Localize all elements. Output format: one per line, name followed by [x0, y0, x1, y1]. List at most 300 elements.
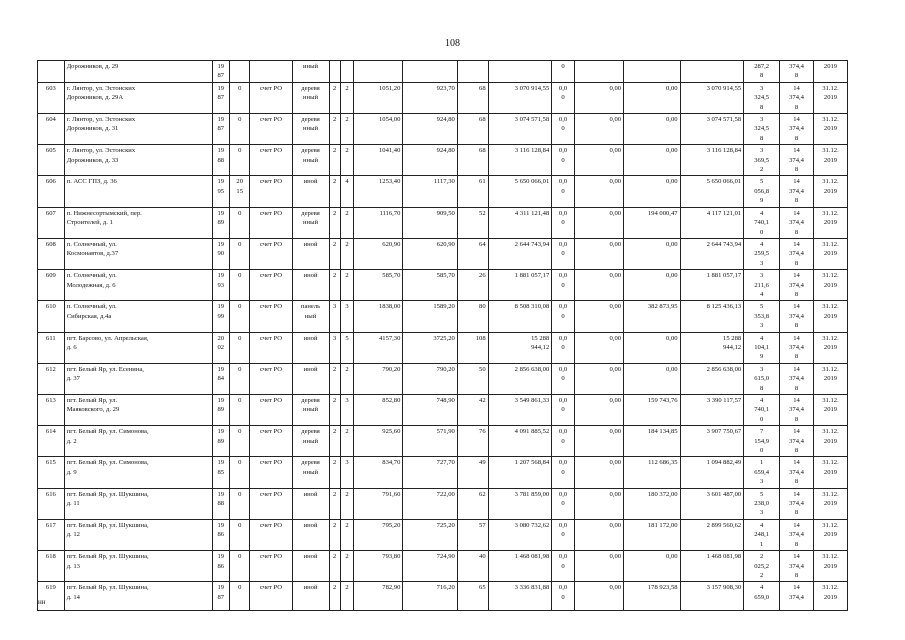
cell-floors: 2 [329, 176, 340, 207]
cell-local-funds: 184 134,85 [624, 426, 680, 457]
cell-owner-funds: 3 907 750,67 [680, 426, 744, 457]
cell-federal-funds: 0,0 0 [552, 114, 575, 145]
cell-row-number: 612 [38, 363, 65, 394]
cell-year-renovated: 0 [229, 238, 250, 269]
cell-total-area: 1838,00 [354, 301, 403, 332]
cell-floors: 2 [329, 207, 340, 238]
cell-address: п. Солнечный, ул. Сибирская, д.4а [64, 301, 212, 332]
cell-year-built: 20 02 [212, 332, 229, 363]
cell-funding-source: счет РО [250, 82, 292, 113]
cell-living-area: 727,70 [403, 457, 457, 488]
cell-total-area: 1253,40 [354, 176, 403, 207]
cell-max-cost-per-sqm: 14 374,4 8 [780, 207, 814, 238]
cell-cost-per-sqm: 3 369,5 2 [744, 145, 780, 176]
cell-regional-funds: 0,00 [574, 457, 623, 488]
cell-entrances: 3 [340, 457, 353, 488]
cell-total-cost: 1 881 057,17 [488, 270, 552, 301]
table-row [38, 145, 848, 176]
cell-entrances: 2 [340, 551, 353, 582]
cell-total-area: 925,60 [354, 426, 403, 457]
cell-year-built: 19 88 [212, 488, 229, 519]
cell-address: пгт. Белый Яр, ул. Есенина, д. 37 [64, 363, 212, 394]
cell-year-renovated [229, 61, 250, 83]
cell-row-number: 607 [38, 207, 65, 238]
cell-max-cost-per-sqm: 14 374,4 8 [780, 488, 814, 519]
cell-owner-funds: 3 116 128,84 [680, 145, 744, 176]
cell-residents: 62 [457, 488, 488, 519]
cell-federal-funds: 0,0 0 [552, 238, 575, 269]
cell-entrances: 2 [340, 363, 353, 394]
cell-funding-source: счет РО [250, 176, 292, 207]
cell-deadline: 31.12. 2019 [813, 519, 847, 550]
cell-year-built: 19 87 [212, 82, 229, 113]
cell-max-cost-per-sqm: 14 374,4 8 [780, 114, 814, 145]
cell-max-cost-per-sqm: 14 374,4 8 [780, 551, 814, 582]
cell-cost-per-sqm: 1 659,4 3 [744, 457, 780, 488]
cell-living-area: 3725,20 [403, 332, 457, 363]
cell-total-cost: 3 070 914,55 [488, 82, 552, 113]
cell-max-cost-per-sqm: 14 374,4 8 [780, 457, 814, 488]
cell-entrances: 3 [340, 301, 353, 332]
cell-cost-per-sqm: 7 154,9 0 [744, 426, 780, 457]
cell-total-cost: 3 116 128,84 [488, 145, 552, 176]
cell-local-funds: 112 686,35 [624, 457, 680, 488]
cell-wall-material: деревя нный [292, 82, 329, 113]
cell-row-number: 613 [38, 395, 65, 426]
cell-year-renovated: 0 [229, 488, 250, 519]
cell-deadline: 31.12. 2019 [813, 114, 847, 145]
cell-residents: 40 [457, 551, 488, 582]
cell-total-area: 782,90 [354, 582, 403, 611]
cell-max-cost-per-sqm: 14 374,4 8 [780, 395, 814, 426]
cell-living-area: 748,90 [403, 395, 457, 426]
cell-total-cost: 3 549 861,33 [488, 395, 552, 426]
cell-local-funds: 0,00 [624, 332, 680, 363]
cell-wall-material: панель ный [292, 301, 329, 332]
cell-address: п. Солнечный, ул. Молодежная, д. 6 [64, 270, 212, 301]
cell-regional-funds: 0,00 [574, 82, 623, 113]
cell-total-cost: 4 311 121,48 [488, 207, 552, 238]
cell-living-area: 571,90 [403, 426, 457, 457]
cell-floors: 2 [329, 457, 340, 488]
cell-entrances: 2 [340, 519, 353, 550]
cell-federal-funds: 0,0 0 [552, 426, 575, 457]
cell-cost-per-sqm: 5 353,8 3 [744, 301, 780, 332]
cell-total-cost: 2 644 743,94 [488, 238, 552, 269]
cell-owner-funds: 4 117 121,01 [680, 207, 744, 238]
cell-local-funds [624, 61, 680, 83]
cell-floors: 2 [329, 488, 340, 519]
cell-year-renovated: 0 [229, 114, 250, 145]
cell-floors: 2 [329, 426, 340, 457]
cell-living-area: 585,70 [403, 270, 457, 301]
cell-address: п. АСС ГПЗ, д. 36 [64, 176, 212, 207]
cell-regional-funds: 0,00 [574, 270, 623, 301]
cell-local-funds: 178 923,58 [624, 582, 680, 611]
cell-wall-material: иной [292, 363, 329, 394]
cell-federal-funds: 0,0 0 [552, 488, 575, 519]
cell-address: пгт. Белый Яр, ул. Шукшина, д. 14 [64, 582, 212, 611]
cell-year-renovated: 0 [229, 207, 250, 238]
cell-local-funds: 181 172,00 [624, 519, 680, 550]
cell-row-number: 610 [38, 301, 65, 332]
cell-year-built: 19 99 [212, 301, 229, 332]
cell-floors [329, 61, 340, 83]
cell-wall-material: деревя нный [292, 426, 329, 457]
cell-entrances: 2 [340, 207, 353, 238]
cell-federal-funds: 0,0 0 [552, 176, 575, 207]
cell-regional-funds: 0,00 [574, 238, 623, 269]
cell-floors: 3 [329, 301, 340, 332]
cell-total-cost: 1 468 081,98 [488, 551, 552, 582]
cell-residents: 50 [457, 363, 488, 394]
cell-local-funds: 180 372,00 [624, 488, 680, 519]
cell-wall-material: иной [292, 332, 329, 363]
cell-deadline: 31.12. 2019 [813, 582, 847, 611]
cell-max-cost-per-sqm: 374,4 8 [780, 61, 814, 83]
cell-year-renovated: 0 [229, 582, 250, 611]
cell-floors: 2 [329, 82, 340, 113]
cell-owner-funds: 1 468 081,98 [680, 551, 744, 582]
cell-address: г. Лянтор, ул. Эстонских Дорожников, д. 31 [64, 114, 212, 145]
cell-deadline: 31.12. 2019 [813, 395, 847, 426]
table-row [38, 114, 848, 145]
cell-address: пгт. Белый Яр, ул. Шукшина, д. 12 [64, 519, 212, 550]
cell-cost-per-sqm: 4 740,1 0 [744, 207, 780, 238]
cell-owner-funds: 1 094 882,49 [680, 457, 744, 488]
cell-residents: 42 [457, 395, 488, 426]
cell-residents: 57 [457, 519, 488, 550]
cell-owner-funds: 1 881 057,17 [680, 270, 744, 301]
cell-wall-material: деревя нный [292, 207, 329, 238]
table-row [38, 426, 848, 457]
cell-floors: 2 [329, 238, 340, 269]
cell-address: пгт. Барсово, ул. Апрельская, д. 6 [64, 332, 212, 363]
cell-year-built: 19 86 [212, 519, 229, 550]
cell-federal-funds: 0,0 0 [552, 270, 575, 301]
cell-year-renovated: 0 [229, 270, 250, 301]
cell-residents: 64 [457, 238, 488, 269]
cell-max-cost-per-sqm: 14 374,4 8 [780, 238, 814, 269]
cell-funding-source [250, 61, 292, 83]
cell-entrances: 2 [340, 488, 353, 519]
cell-max-cost-per-sqm: 14 374,4 8 [780, 519, 814, 550]
cell-address: п. Нижнесортымский, пер. Строителей, д. 1 [64, 207, 212, 238]
cell-year-renovated: 0 [229, 82, 250, 113]
table-row [38, 270, 848, 301]
cell-cost-per-sqm: 4 259,5 3 [744, 238, 780, 269]
cell-federal-funds: 0,0 0 [552, 301, 575, 332]
cell-total-cost: 5 650 066,01 [488, 176, 552, 207]
cell-deadline: 31.12. 2019 [813, 238, 847, 269]
cell-address: Дорожников, д. 29 [64, 61, 212, 83]
cell-year-built: 19 87 [212, 114, 229, 145]
cell-floors: 2 [329, 582, 340, 611]
cell-year-built: 19 93 [212, 270, 229, 301]
cell-local-funds: 159 743,76 [624, 395, 680, 426]
table-row [38, 519, 848, 550]
cell-max-cost-per-sqm: 14 374,4 8 [780, 301, 814, 332]
cell-residents [457, 61, 488, 83]
table-row [38, 551, 848, 582]
cell-regional-funds: 0,00 [574, 332, 623, 363]
cell-row-number: 603 [38, 82, 65, 113]
cell-wall-material: иный [292, 61, 329, 83]
cell-residents: 65 [457, 582, 488, 611]
cell-cost-per-sqm: 4 740,1 0 [744, 395, 780, 426]
cell-federal-funds: 0 [552, 61, 575, 83]
cell-federal-funds: 0,0 0 [552, 395, 575, 426]
table-row [38, 207, 848, 238]
cell-regional-funds: 0,00 [574, 207, 623, 238]
cell-residents: 26 [457, 270, 488, 301]
cell-row-number: 604 [38, 114, 65, 145]
cell-funding-source: счет РО [250, 270, 292, 301]
cell-total-cost: 1 207 568,84 [488, 457, 552, 488]
cell-funding-source: счет РО [250, 488, 292, 519]
cell-owner-funds: 2 899 560,62 [680, 519, 744, 550]
cell-address: пгт. Белый Яр, ул. Симонова, д. 9 [64, 457, 212, 488]
cell-total-area: 620,90 [354, 238, 403, 269]
cell-local-funds: 382 873,95 [624, 301, 680, 332]
cell-total-area: 585,70 [354, 270, 403, 301]
cell-entrances [340, 61, 353, 83]
cell-max-cost-per-sqm: 14 374,4 8 [780, 332, 814, 363]
cell-row-number: 616 [38, 488, 65, 519]
cell-total-area: 790,20 [354, 363, 403, 394]
table-row [38, 332, 848, 363]
cell-local-funds: 0,00 [624, 114, 680, 145]
page-number: 108 [445, 38, 460, 49]
cell-address: г. Лянтор, ул. Эстонских Дорожников, д. 29А [64, 82, 212, 113]
cell-wall-material: иной [292, 488, 329, 519]
cell-living-area [403, 61, 457, 83]
cell-wall-material: иной [292, 551, 329, 582]
cell-address: пгт. Белый Яр, ул. Шукшина, д. 11 [64, 488, 212, 519]
cell-local-funds: 0,00 [624, 363, 680, 394]
cell-funding-source: счет РО [250, 457, 292, 488]
cell-deadline: 2019 [813, 61, 847, 83]
cell-row-number: 617 [38, 519, 65, 550]
cell-living-area: 722,00 [403, 488, 457, 519]
cell-wall-material: иной [292, 519, 329, 550]
cell-funding-source: счет РО [250, 145, 292, 176]
cell-deadline: 31.12. 2019 [813, 457, 847, 488]
cell-total-cost: 3 080 732,62 [488, 519, 552, 550]
cell-wall-material: иной [292, 582, 329, 611]
cell-owner-funds: 2 644 743,94 [680, 238, 744, 269]
cell-local-funds: 0,00 [624, 176, 680, 207]
cell-row-number: 608 [38, 238, 65, 269]
cell-wall-material: иной [292, 238, 329, 269]
cell-living-area: 924,80 [403, 145, 457, 176]
cell-federal-funds: 0,0 0 [552, 145, 575, 176]
cell-owner-funds [680, 61, 744, 83]
cell-entrances: 2 [340, 114, 353, 145]
cell-cost-per-sqm: 3 211,6 4 [744, 270, 780, 301]
cell-total-area [354, 61, 403, 83]
cell-max-cost-per-sqm: 14 374,4 8 [780, 145, 814, 176]
cell-owner-funds: 2 856 638,00 [680, 363, 744, 394]
cell-regional-funds: 0,00 [574, 114, 623, 145]
cell-max-cost-per-sqm: 14 374,4 8 [780, 176, 814, 207]
cell-federal-funds: 0,0 0 [552, 551, 575, 582]
cell-year-renovated: 0 [229, 145, 250, 176]
cell-total-area: 4157,30 [354, 332, 403, 363]
cell-total-area: 1051,20 [354, 82, 403, 113]
cell-regional-funds: 0,00 [574, 519, 623, 550]
cell-total-area: 1116,70 [354, 207, 403, 238]
cell-federal-funds: 0,0 0 [552, 457, 575, 488]
table-row [38, 457, 848, 488]
cell-owner-funds: 5 650 066,01 [680, 176, 744, 207]
cell-year-built: 19 90 [212, 238, 229, 269]
table-row [38, 61, 848, 83]
cell-regional-funds: 0,00 [574, 145, 623, 176]
cell-cost-per-sqm: 3 324,5 8 [744, 82, 780, 113]
cell-year-built: 19 87 [212, 582, 229, 611]
cell-address: пгт. Белый Яр, ул. Шукшина, д. 13 [64, 551, 212, 582]
cell-funding-source: счет РО [250, 114, 292, 145]
cell-owner-funds: 3 601 487,00 [680, 488, 744, 519]
cell-local-funds: 0,00 [624, 145, 680, 176]
cell-federal-funds: 0,0 0 [552, 332, 575, 363]
cell-address: пгт. Белый Яр, ул. Симонова, д. 2 [64, 426, 212, 457]
cell-regional-funds: 0,00 [574, 551, 623, 582]
cell-total-area: 852,80 [354, 395, 403, 426]
cell-residents: 52 [457, 207, 488, 238]
cell-floors: 2 [329, 519, 340, 550]
cell-living-area: 909,50 [403, 207, 457, 238]
cell-row-number: 605 [38, 145, 65, 176]
cell-floors: 2 [329, 395, 340, 426]
cell-regional-funds: 0,00 [574, 176, 623, 207]
cell-entrances: 2 [340, 426, 353, 457]
cell-wall-material: деревя нный [292, 395, 329, 426]
cell-residents: 68 [457, 82, 488, 113]
cell-regional-funds: 0,00 [574, 488, 623, 519]
cell-year-renovated: 0 [229, 551, 250, 582]
cell-row-number: 615 [38, 457, 65, 488]
cell-local-funds: 0,00 [624, 82, 680, 113]
table-row [38, 82, 848, 113]
cell-total-cost: 15 288 944,12 [488, 332, 552, 363]
table-row [38, 176, 848, 207]
cell-cost-per-sqm: 3 615,0 8 [744, 363, 780, 394]
cell-total-area: 1041,40 [354, 145, 403, 176]
cell-living-area: 716,20 [403, 582, 457, 611]
cell-total-cost [488, 61, 552, 83]
cell-row-number: 614 [38, 426, 65, 457]
cell-deadline: 31.12. 2019 [813, 207, 847, 238]
cell-local-funds: 194 000,47 [624, 207, 680, 238]
cell-year-built: 19 87 [212, 61, 229, 83]
cell-cost-per-sqm: 3 324,5 8 [744, 114, 780, 145]
cell-funding-source: счет РО [250, 363, 292, 394]
cell-max-cost-per-sqm: 14 374,4 8 [780, 426, 814, 457]
cell-deadline: 31.12. 2019 [813, 363, 847, 394]
table-row [38, 582, 848, 611]
cell-cost-per-sqm: 4 248,1 1 [744, 519, 780, 550]
cell-funding-source: счет РО [250, 426, 292, 457]
cell-wall-material: деревя нный [292, 457, 329, 488]
cell-residents: 68 [457, 145, 488, 176]
cell-row-number: 609 [38, 270, 65, 301]
cell-federal-funds: 0,0 0 [552, 82, 575, 113]
cell-owner-funds: 15 288 944,12 [680, 332, 744, 363]
cell-funding-source: счет РО [250, 332, 292, 363]
cell-total-cost: 3 074 571,58 [488, 114, 552, 145]
cell-max-cost-per-sqm: 14 374,4 8 [780, 82, 814, 113]
cell-deadline: 31.12. 2019 [813, 426, 847, 457]
cell-total-cost: 3 336 831,88 [488, 582, 552, 611]
cell-regional-funds: 0,00 [574, 426, 623, 457]
cell-funding-source: счет РО [250, 519, 292, 550]
cell-entrances: 2 [340, 582, 353, 611]
cell-owner-funds: 3 390 117,57 [680, 395, 744, 426]
cell-entrances: 2 [340, 145, 353, 176]
cell-row-number: 606 [38, 176, 65, 207]
cell-residents: 108 [457, 332, 488, 363]
cell-floors: 2 [329, 114, 340, 145]
cell-regional-funds [574, 61, 623, 83]
cell-total-cost: 8 508 310,08 [488, 301, 552, 332]
cell-residents: 68 [457, 114, 488, 145]
cell-local-funds: 0,00 [624, 551, 680, 582]
cell-cost-per-sqm: 4 104,1 9 [744, 332, 780, 363]
cell-year-built: 19 84 [212, 363, 229, 394]
cell-deadline: 31.12. 2019 [813, 488, 847, 519]
cell-year-built: 19 95 [212, 176, 229, 207]
cell-floors: 2 [329, 145, 340, 176]
cell-funding-source: счет РО [250, 395, 292, 426]
cell-living-area: 1117,30 [403, 176, 457, 207]
cell-deadline: 31.12. 2019 [813, 145, 847, 176]
cell-total-cost: 2 856 638,00 [488, 363, 552, 394]
cell-federal-funds: 0,0 0 [552, 519, 575, 550]
cell-funding-source: счет РО [250, 238, 292, 269]
cell-year-renovated: 0 [229, 395, 250, 426]
cell-entrances: 2 [340, 270, 353, 301]
cell-residents: 49 [457, 457, 488, 488]
cell-funding-source: счет РО [250, 551, 292, 582]
cell-total-area: 791,60 [354, 488, 403, 519]
cell-cost-per-sqm: 2 025,2 2 [744, 551, 780, 582]
cell-row-number [38, 61, 65, 83]
cell-residents: 80 [457, 301, 488, 332]
cell-federal-funds: 0,0 0 [552, 207, 575, 238]
cell-entrances: 3 [340, 395, 353, 426]
cell-wall-material: деревя нный [292, 114, 329, 145]
cell-year-built: 19 86 [212, 551, 229, 582]
cell-owner-funds: 3 074 571,58 [680, 114, 744, 145]
cell-year-renovated: 0 [229, 519, 250, 550]
cell-total-cost: 4 091 885,52 [488, 426, 552, 457]
cell-funding-source: счет РО [250, 207, 292, 238]
cell-owner-funds: 3 157 908,30 [680, 582, 744, 611]
cell-wall-material: деревя нный [292, 145, 329, 176]
table-row [38, 301, 848, 332]
cell-entrances: 5 [340, 332, 353, 363]
cell-living-area: 1589,20 [403, 301, 457, 332]
cell-year-renovated: 0 [229, 457, 250, 488]
cell-year-built: 19 88 [212, 145, 229, 176]
cell-year-renovated: 0 [229, 426, 250, 457]
cell-entrances: 4 [340, 176, 353, 207]
cell-regional-funds: 0,00 [574, 395, 623, 426]
cell-total-cost: 3 781 859,00 [488, 488, 552, 519]
cell-year-renovated: 0 [229, 301, 250, 332]
